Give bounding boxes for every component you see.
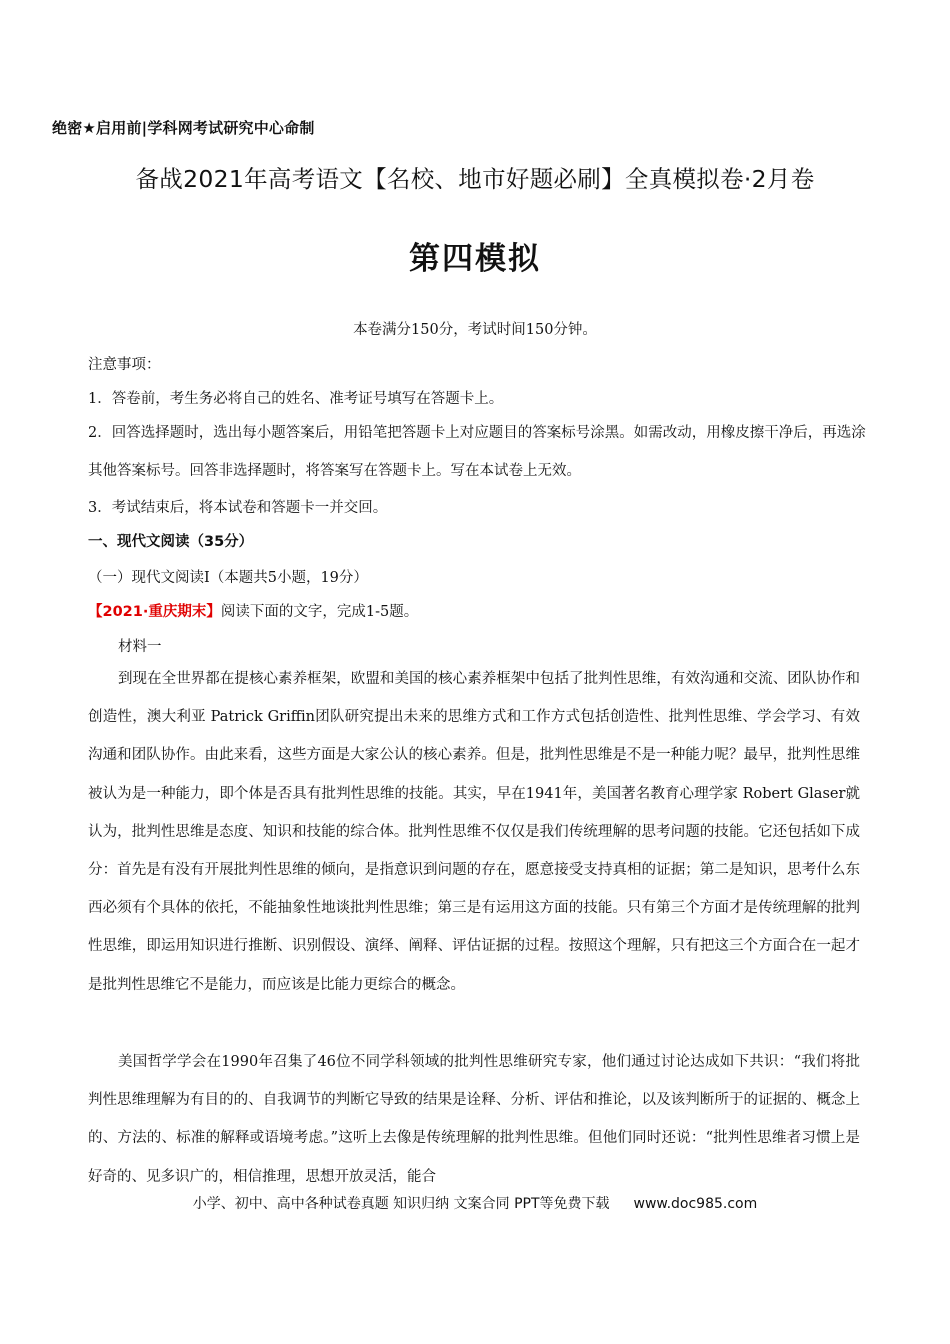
paragraph-2: 美国哲学学会在1990年召集了46位不同学科领域的批判性思维研究专家，他们通过讨论达成如下共识：“我们将批判性思维理解为有目的的、自我调节的判断它导致的结果是诠释、分析、评估和推论，以及该判断所于的证据的、概念上的、方法的、标准的解释或语境考虑。”这听上去像是传统理解的批判性思维。但他们同时还说：“批判性思维者习惯上是好奇的、见多识广的，相信推理，思想开放灵活，能合 — [88, 1054, 860, 1185]
notes-title: 注意事项： — [88, 357, 161, 373]
material-label: 材料一 — [118, 639, 162, 655]
section-title: 一、现代文阅读（35分） — [88, 534, 254, 550]
subsection-title: （一）现代文阅读Ⅰ（本题共5小题，19分） — [88, 570, 368, 586]
paragraph-1: 到现在全世界都在提核心素养框架，欧盟和美国的核心素养框架中包括了批判性思维，有效沟通和交流、团队协作和创造性，澳大利亚 Patrick Griffin团队研究提出未来的思维方式和工作方式包括创造性、批判性思维、学会学习、有效沟通和团队协作。由此来看，这些方面是大家公认的核心素养。但是，批判性思维是不是一种能力呢？最早，批判性思维被认为是一种能力，即个体是否具有批判性思维的技能。其实，早在1941年，美国著名教育心理学家 Robert Glaser就认为，批判性思维是态度、知识和技能的综合体。批判性思维不仅仅是我们传统理解的思考问题的技能。它还包括如下成分：首先是有没有开展批判性思维的倾向，是指意识到问题的存在，愿意接受支持真相的证据；第二是知识，思考什么东西必须有个具体的依托，不能抽象性地谈批判性思维；第三是有运用这方面的技能。只有第三个方面才是传统理解的批判性思维，即运用知识进行推断、识别假设、演绎、阐释、评估证据的过程。按照这个理解，只有把这三个方面合在一起才是批判性思维它不是能力，而应该是比能力更综合的概念。 — [88, 671, 860, 993]
note-item-1: 1．答卷前，考生务必将自己的姓名、准考证号填写在答题卡上。 — [88, 391, 504, 407]
source-tag: 【2021·重庆期末】 — [88, 604, 221, 620]
exam-info: 本卷满分150分，考试时间150分钟。 — [353, 322, 597, 338]
page-title: 备战2021年高考语文【名校、地市好题必刷】全真模拟卷·2月卷 — [135, 165, 815, 193]
page-subtitle: 第四模拟 — [409, 241, 541, 277]
source-line — [88, 600, 418, 621]
secret-header: 绝密★启用前|学科网考试研究中心命制 — [52, 119, 315, 137]
note-item-3: 3．考试结束后，将本试卷和答题卡一并交回。 — [88, 500, 388, 516]
note-item-2: 2．回答选择题时，选出每小题答案后，用铅笔把答题卡上对应题目的答案标号涂黑。如需改动，用橡皮擦干净后，再选涂其他答案标号。回答非选择题时，将答案写在答题卡上。写在本试卷上无效。 — [88, 425, 866, 479]
footer-text: 小学、初中、高中各种试卷真题 知识归纳 文案合同 PPT等免费下载 — [192, 1196, 610, 1212]
footer — [0, 1193, 950, 1213]
instruction-text: 阅读下面的文字，完成1-5题。 — [220, 604, 419, 620]
footer-url[interactable]: www.doc985.com — [633, 1196, 758, 1212]
